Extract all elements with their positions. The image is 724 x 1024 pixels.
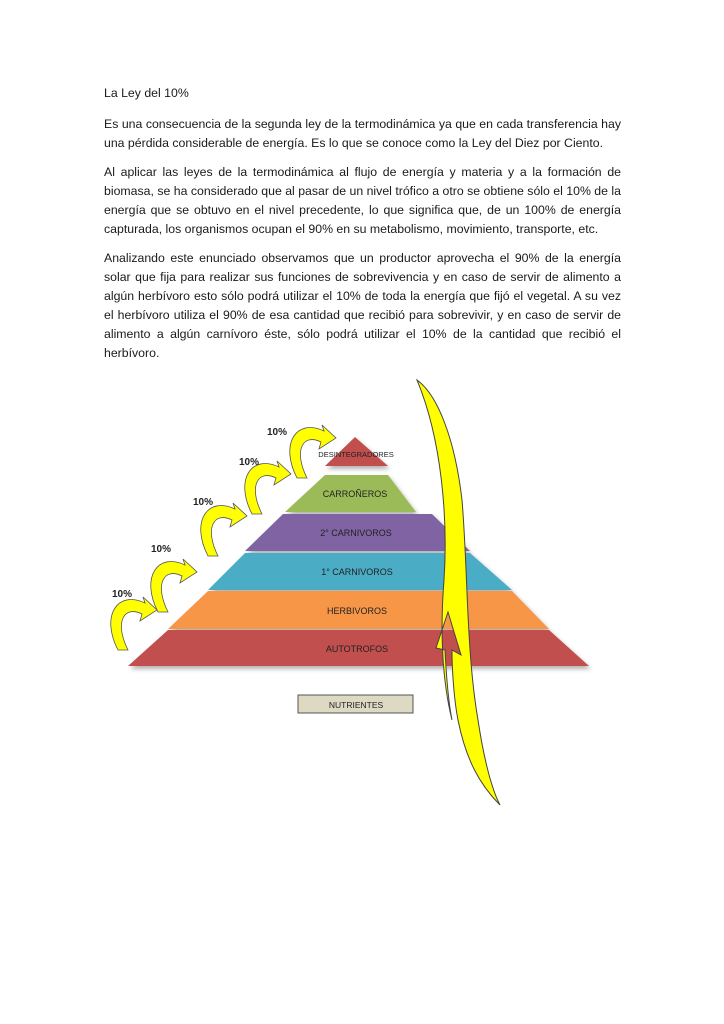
transfer-label-2: 10%	[151, 544, 172, 555]
curved-arrow-icon	[201, 503, 247, 556]
level-label-1-carnivoros: 1° CARNIVOROS	[321, 567, 393, 577]
paragraph-1: Es una consecuencia de la segunda ley de la termodinámica ya que en cada transferencia hay una pérdida considerable de energía. Es lo que se conoce como la Ley del Diez por Ciento.	[104, 117, 621, 150]
transfer-label-3: 10%	[193, 497, 214, 508]
level-label-desintegradores: DESINTEGRADORES	[318, 450, 394, 459]
transfer-label-5: 10%	[267, 427, 288, 438]
document-title: La Ley del 10%	[104, 86, 189, 100]
nutrientes-label: NUTRIENTES	[328, 700, 384, 710]
curved-arrow-icon	[151, 559, 197, 612]
transfer-label-4: 10%	[239, 457, 260, 468]
paragraph-2: Al aplicar las leyes de la termodinámica al flujo de energía y materia y a la formación de biomasa, se ha considerado que al pasar de un nivel trófico a otro se obtiene sólo el 10% de la energía que se obtuvo en el nivel precedente, lo que significa que, de un 100% de energía capturada, los organismos ocupan el 90% en su metabolismo, movimiento, transporte, etc.	[104, 165, 621, 236]
paragraph-3: Analizando este enunciado observamos que un productor aprovecha el 90% de la energía solar que fija para realizar sus funciones de sobrevivencia y en caso de servir de alimento a algún herbívoro esto sólo podrá utilizar el 10% de toda la energía que fijó el vegetal. A su vez el herbívoro utiliza el 90% de esa cantidad que recibió para sobrevivir, y en caso de servir de alimento a algún carnívoro éste, sólo podrá utilizar el 10% de la cantidad que recibió el herbívoro.	[104, 251, 621, 360]
curved-arrow-icon	[111, 597, 157, 650]
transfer-label-1: 10%	[112, 589, 133, 600]
level-label-carroneros: CARROÑEROS	[322, 489, 388, 499]
curved-arrow-icon	[245, 461, 291, 514]
level-label-herbivoros: HERBIVOROS	[326, 606, 388, 616]
level-label-autotrofos: AUTOTROFOS	[325, 644, 389, 654]
level-label-2-carnivoros: 2° CARNIVOROS	[320, 528, 392, 538]
